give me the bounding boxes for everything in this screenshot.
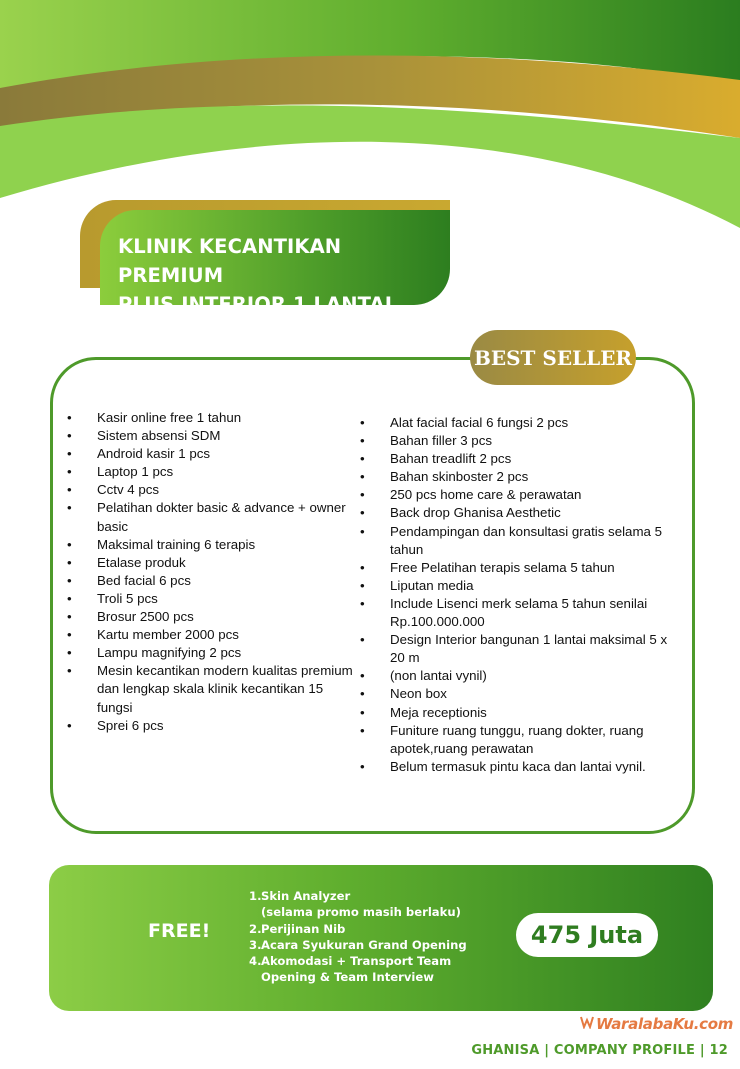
list-item: • Bahan filler 3 pcs <box>356 432 674 450</box>
list-item: • Meja receptionis <box>356 704 674 722</box>
list-item: • Maksimal training 6 terapis <box>63 536 353 554</box>
list-item: • Back drop Ghanisa Aesthetic <box>356 504 674 522</box>
watermark-logo-icon <box>580 1015 594 1029</box>
free-item-number: 3. <box>249 937 262 952</box>
list-item: • Etalase produk <box>63 554 353 572</box>
watermark-text: WaralabaKu.com <box>596 1015 734 1033</box>
list-item: • Liputan media <box>356 577 674 595</box>
price-badge: 475 Juta <box>516 913 658 957</box>
free-item <box>249 921 509 937</box>
free-item <box>249 953 509 986</box>
list-item: • Sistem absensi SDM <box>63 427 353 445</box>
list-item: • Mesin kecantikan modern kualitas premium dan lengkap skala klinik kecantikan 15 fungsi <box>63 662 353 716</box>
list-item: • Brosur 2500 pcs <box>63 608 353 626</box>
free-item-text: Skin Analyzer <box>261 889 351 903</box>
list-item: • Android kasir 1 pcs <box>63 445 353 463</box>
list-item: • Kasir online free 1 tahun <box>63 409 353 427</box>
list-item: • Neon box <box>356 685 674 703</box>
free-item-number: 1. <box>249 889 262 903</box>
free-label: FREE! <box>148 920 211 942</box>
page-footer: GHANISA | COMPANY PROFILE | 12 <box>471 1043 728 1058</box>
title-line-1: KLINIK KECANTIKAN PREMIUM <box>118 235 342 287</box>
list-item: • Troli 5 pcs <box>63 590 353 608</box>
list-item: • Lampu magnifying 2 pcs <box>63 644 353 662</box>
list-item: • Free Pelatihan terapis selama 5 tahun <box>356 559 674 577</box>
free-item-text: Acara Syukuran Grand Opening <box>261 937 467 952</box>
watermark <box>580 1015 733 1033</box>
list-item: • Funiture ruang tunggu, ruang dokter, ruang apotek,ruang perawatan <box>356 722 674 758</box>
list-item: • 250 pcs home care & perawatan <box>356 486 674 504</box>
list-item: • Bahan treadlift 2 pcs <box>356 450 674 468</box>
list-item: • Bahan skinboster 2 pcs <box>356 468 674 486</box>
free-item <box>249 937 509 953</box>
list-item: • Belum termasuk pintu kaca dan lantai vynil. <box>356 758 674 776</box>
free-item-list <box>249 888 509 986</box>
page-title <box>118 232 450 319</box>
list-item: • Kartu member 2000 pcs <box>63 626 353 644</box>
free-item <box>249 888 509 921</box>
title-banner <box>100 210 450 316</box>
list-item: • Design Interior bangunan 1 lantai maksimal 5 x 20 m <box>356 631 674 667</box>
free-item-subtext: (selama promo masih berlaku) <box>261 905 461 920</box>
free-item-number: 2. <box>249 921 262 936</box>
title-line-2: PLUS INTERIOR 1 LANTAI <box>118 293 393 316</box>
best-seller-badge: BEST SELLER <box>470 330 636 385</box>
free-bonus-box <box>49 865 713 1011</box>
right-item-list <box>356 414 674 776</box>
free-item-number: 4. <box>249 954 262 969</box>
free-item-subtext: Opening & Team Interview <box>261 970 434 985</box>
list-item: • Pendampingan dan konsultasi gratis selama 5 tahun <box>356 523 674 559</box>
list-item: • Bed facial 6 pcs <box>63 572 353 590</box>
free-item-text: Perijinan Nib <box>261 921 346 936</box>
left-item-list <box>63 409 353 735</box>
list-item: • (non lantai vynil) <box>356 667 674 685</box>
list-item: • Cctv 4 pcs <box>63 481 353 499</box>
free-item-text: Akomodasi + Transport Team <box>261 954 452 969</box>
list-item: • Alat facial facial 6 fungsi 2 pcs <box>356 414 674 432</box>
list-item: • Laptop 1 pcs <box>63 463 353 481</box>
list-item: • Sprei 6 pcs <box>63 717 353 735</box>
list-item: • Include Lisenci merk selama 5 tahun senilai Rp.100.000.000 <box>356 595 674 631</box>
list-item: • Pelatihan dokter basic & advance + owner basic <box>63 499 353 535</box>
